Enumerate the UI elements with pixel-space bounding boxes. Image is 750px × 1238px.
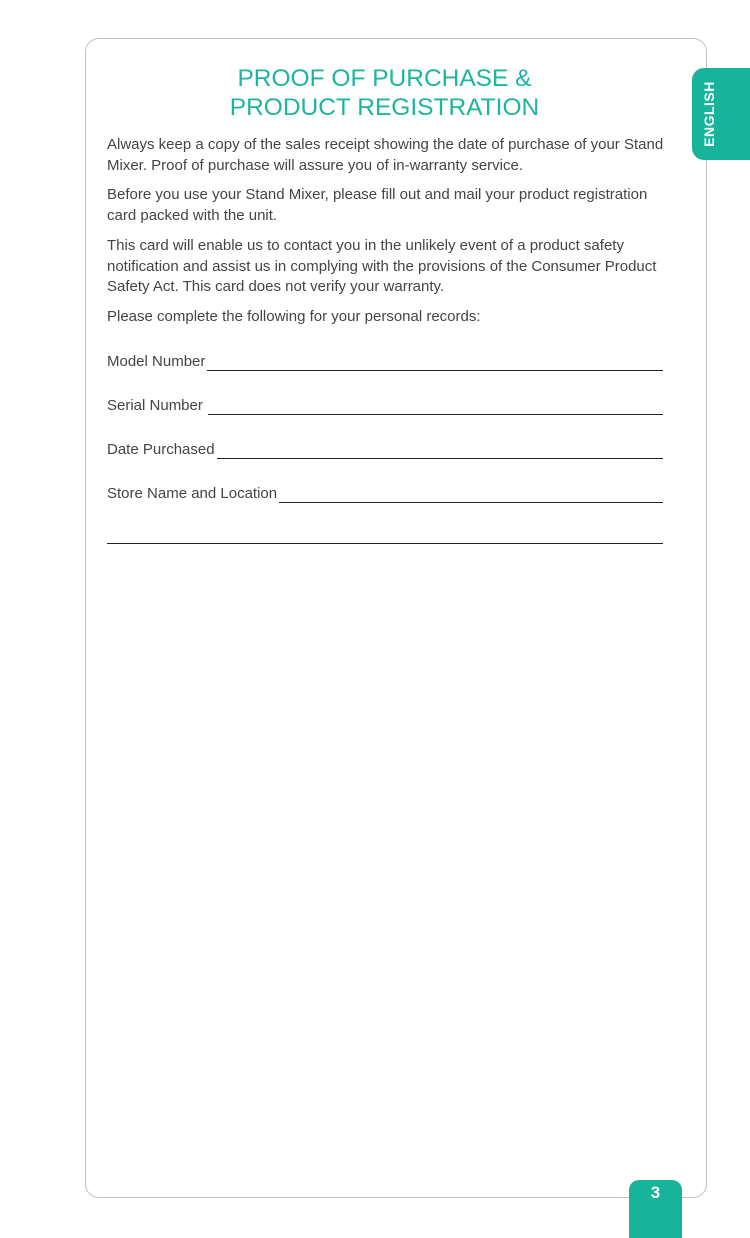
paragraph-complete-records: Please complete the following for your personal records:: [107, 308, 481, 325]
page-title-line-2: PRODUCT REGISTRATION: [229, 94, 540, 121]
store-name-location-row: [107, 481, 663, 503]
date-purchased-label: Date Purchased: [107, 441, 215, 458]
date-purchased-field[interactable]: [217, 440, 663, 459]
model-number-field[interactable]: [207, 352, 663, 371]
page-number: 3: [650, 1183, 661, 1202]
date-purchased-row: [107, 437, 663, 459]
serial-number-field[interactable]: [208, 396, 663, 415]
page-title-line-1: PROOF OF PURCHASE &: [237, 65, 532, 92]
paragraph-registration-card: Before you use your Stand Mixer, please fill out and mail your product registration card packed with the unit.: [107, 186, 648, 224]
model-number-label: Model Number: [107, 353, 206, 370]
store-name-location-field[interactable]: [279, 484, 663, 503]
serial-number-row: [107, 393, 663, 415]
serial-number-label: Serial Number: [107, 397, 203, 414]
language-tab: [692, 68, 750, 160]
store-location-second-line[interactable]: [107, 543, 663, 544]
language-tab-label: ENGLISH: [701, 81, 717, 147]
page-title: [107, 64, 662, 122]
paragraph-safety-notification: This card will enable us to contact you in the unlikely event of a product safety notification and assist us in complying with the provisions of the Consumer Product Safety Act. This card does not verify your warranty.: [107, 237, 657, 295]
store-name-location-label: Store Name and Location: [107, 485, 278, 502]
page-number-tab: [629, 1180, 682, 1238]
paragraph-keep-receipt: Always keep a copy of the sales receipt showing the date of purchase of your Stand Mixer. Proof of purchase will assure you of in-warranty service.: [107, 136, 664, 174]
model-number-row: [107, 349, 663, 371]
